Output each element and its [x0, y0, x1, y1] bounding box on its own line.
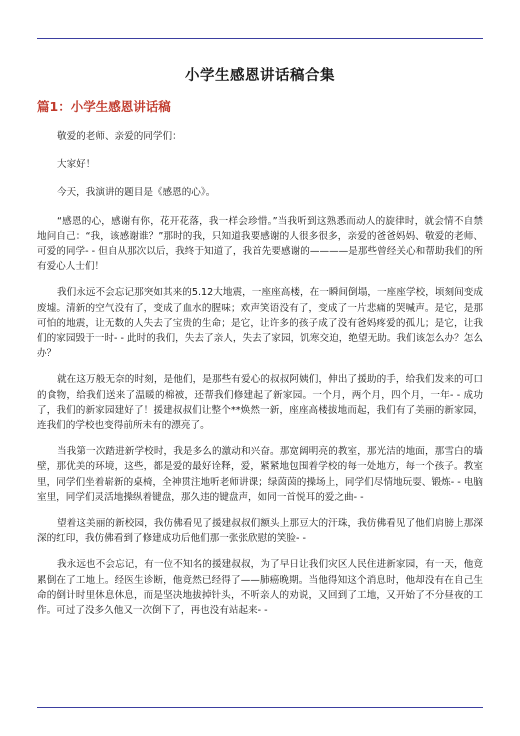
paragraph-6: 我永远也不会忘记，有一位不知名的援建叔叔，为了早日让我们灾区人民住进新家园，有一天，他竟累倒在了工地上。经医生诊断，他竟然已经得了——肺癌晚期。当他得知这个消息时，他却没有在自己生命的倒计时里休息休息，而是坚决地拔掉针头，不听亲人的劝说，又回到了工地，又开始了不分昼夜的工作。可过了没多久他又一次倒下了，再也没有站起来- -	[37, 559, 483, 617]
paragraph-topic: 今天，我演讲的题目是《感恩的心》。	[57, 187, 216, 199]
paragraph-hello: 大家好！	[57, 159, 96, 171]
header-rule	[37, 38, 483, 39]
document-body	[37, 64, 483, 629]
paragraph-4: 当我第一次踏进新学校时，我是多么的激动和兴奋。那宽阔明亮的教室，那光洁的地面，那雪白的墙壁，那优美的环境，这些，都是爱的最好诠释，爱，紧紧地包围着学校的每一处地方，每一个孩子。教室里，同学们坐着崭新的桌椅，全神贯注地听老师讲课；绿茵茵的操场上，同学们尽情地玩耍、锻炼- - 电脑室里，同学们灵活地操纵着键盘，那久违的键盘声，如同一首悦耳的爱之曲- -	[37, 446, 483, 503]
paragraph-greeting: 敬爱的老师、亲爱的同学们：	[57, 131, 182, 142]
footer-rule	[37, 707, 483, 708]
section-title: 篇1：小学生感恩讲话稿	[37, 99, 171, 114]
paragraph-1: “感恩的心，感谢有你，花开花落，我一样会珍惜。”当我听到这熟悉而动人的旋律时，就会情不自禁地问自己：“我，该感谢谁？”那时的我，只知道我要感谢的人很多很多，亲爱的爸爸妈妈、敬爱的老师、可爱的同学- - 但自从那次以后，我终于知道了，我首先要感谢的————是那些曾经关心和帮助我们的所有爱心人士们！	[37, 215, 483, 273]
paragraph-3: 就在这万般无奈的时刻，是他们，是那些有爱心的叔叔阿姨们，伸出了援助的手，给我们发来的可口的食物，给我们送来了温暖的棉被，还帮我们修建起了新家园。一个月，两个月，四个月，一年- - 成功了，我们的新家园建好了！援建叔叔们让整个**焕然一新，座座高楼拔地而起，我们有了美丽的新家园，连我们的学校也变得前所未有的漂亮了。	[37, 374, 483, 432]
document-title: 小学生感恩讲话稿合集	[185, 68, 335, 84]
paragraph-2: 我们永远不会忘记那突如其来的5.12大地震，一座座高楼，在一瞬间倒塌，一座座学校，顷刻间变成废墟。清新的空气没有了，变成了血水的腥味；欢声笑语没有了，变成了一片悲痛的哭喊声。是它，是那可怕的地震，让无数的人失去了宝贵的生命；是它，让许多的孩子成了没有爸妈疼爱的孤儿；是它，让我们的家园毁于一时- - 此时的我们，失去了亲人，失去了家园，饥寒交迫，绝望无助。我们该怎么办？怎么办？	[37, 287, 483, 360]
paragraph-5: 望着这美丽的新校园，我仿佛看见了援建叔叔们额头上那豆大的汗珠，我仿佛看见了他们肩膀上那深深的红印，我仿佛看到了修建成功后他们那一张张欣慰的笑脸- -	[37, 518, 483, 545]
